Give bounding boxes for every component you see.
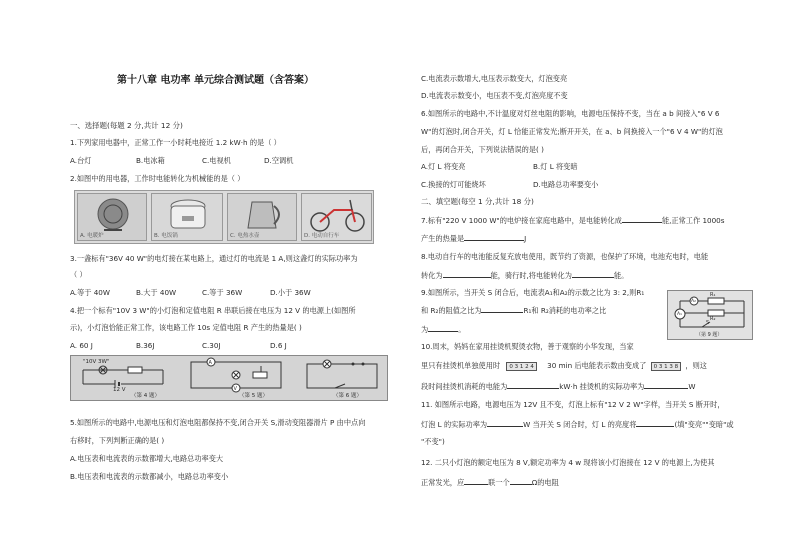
q4-option-b: B.36J: [136, 341, 155, 350]
q9-line3a: 为: [421, 325, 429, 334]
q6-line1: 6.如图所示的电路中,不计温度对灯丝电阻的影响，电源电压保持不变，当在 a b 间接入"6 V 6: [421, 109, 720, 118]
q2-stem: 2.如图中的用电器，工作时电能转化为机械能的是（ ）: [70, 174, 245, 183]
q11-line2c: (填"变亮""变暗"或: [674, 420, 734, 429]
q6-option-c: C.换接的灯可能烧坏: [421, 180, 486, 189]
fig9-a2-label: A₂: [691, 299, 696, 304]
q9-blank-2[interactable]: [428, 324, 458, 332]
q8-line2: [421, 270, 628, 280]
heater-image: [77, 193, 147, 241]
q12-line2b: 联一个: [488, 478, 510, 487]
fig6-caption: （第 6 题）: [333, 393, 362, 399]
q3-line2: （ ）: [70, 270, 87, 279]
q1-option-b: B.电冰箱: [136, 156, 165, 165]
q3-option-a: A.等于 40W: [70, 288, 110, 297]
q8-line2c: 能。: [613, 271, 629, 280]
q9-line3b: 。: [458, 325, 466, 334]
q7-line1: [421, 215, 724, 225]
q3-option-c: C.等于 36W: [202, 288, 243, 297]
meter-reading-after: 0 3 1 3 8: [651, 362, 682, 371]
right-column: [405, 0, 783, 560]
q10-line3c: W: [688, 382, 696, 391]
ebike-image: [301, 193, 372, 241]
q11-line1: 11. 如图所示电路，电源电压为 12V 且不变，灯泡上标有"12 V 2 W"字样，当开关 S 断开时，: [421, 400, 725, 409]
q9-line3: [421, 324, 465, 334]
q6-line3: 后，再闭合开关，下列说法错误的是( ): [421, 145, 544, 154]
q8-blank-2[interactable]: [572, 270, 614, 278]
q1-option-a: A.台灯: [70, 156, 92, 165]
q10-line2c: ，则这: [685, 361, 707, 370]
q12-line1: 12. 二只小灯泡的额定电压为 8 V,额定功率为 4 w 现将该小灯泡接在 12 V 的电源上,为使其: [421, 458, 715, 467]
q10-line3b: kW·h 挂烫机的实际功率为: [559, 382, 645, 391]
q10-line2: [421, 361, 707, 371]
q4-option-c: C.30J: [202, 341, 221, 350]
q4-line2: 示)，小灯泡恰能正常工作，该电路工作 10s 定值电阻 R 产生的热量是( ): [70, 323, 302, 332]
q10-blank-2[interactable]: [644, 381, 688, 389]
q2-caption-b: B. 电饭锅: [154, 233, 178, 239]
q8-blank-1[interactable]: [443, 270, 491, 278]
q3-line1: 3.一盏标有"36V 40 W"的电灯接在某电路上，通过灯的电流是 1 A,则这盏灯的实际功率为: [70, 254, 358, 263]
svg-text:V: V: [233, 386, 237, 392]
q3-option-b: B.大于 40W: [136, 288, 177, 297]
circuit-figures: [70, 355, 388, 401]
fig9-caption: （第 9 题）: [696, 332, 723, 338]
q11-line2a: 灯泡 L 的实际功率为: [421, 420, 488, 429]
q5-option-c: C.电流表示数增大,电压表示数变大，灯泡变亮: [421, 74, 568, 83]
q7-line1b: 能,正常工作 1000s: [661, 216, 725, 225]
q2-caption-d: D. 电动自行车: [304, 233, 340, 239]
q4-line1: 4.把一个标有"10V 3 W"的小灯泡和定值电阻 R 串联后接在电压为 12 V 的电源上(如图所: [70, 306, 356, 315]
q1-option-d: D.空调机: [264, 156, 294, 165]
q4-option-a: A. 60 J: [70, 341, 93, 350]
fig5-circuit: [181, 356, 291, 400]
fig4-caption: （第 4 题）: [131, 393, 160, 399]
q9-line2a: 和 R₂的阻值之比为: [421, 306, 482, 315]
q12-line2: [421, 477, 559, 487]
q1-stem: 1.下列家用电器中，正常工作一小时耗电接近 1.2 kW·h 的是（ ）: [70, 138, 281, 147]
q7-blank-2[interactable]: [464, 233, 527, 243]
q7-line2a: 产生的热量是: [421, 234, 465, 243]
q4-option-d: D.6 J: [270, 341, 287, 350]
q6-line2: W"的灯泡时,闭合开关，灯 L 恰能正常发光;断开开关，在 a、b 间换接入一个"6 V 4 W"的灯泡: [421, 127, 723, 136]
q10-line2a: 里只有挂烫机单独使用时: [421, 361, 501, 370]
fig5-caption: （第 5 题）: [239, 393, 268, 399]
q10-blank-1[interactable]: [507, 381, 559, 389]
q10-line3a: 段时间挂烫机消耗的电能为: [421, 382, 508, 391]
svg-text:A: A: [208, 360, 212, 366]
q12-line2c: Ω的电阻: [531, 478, 559, 487]
q5-option-a: A.电压表和电流表的示数都增大,电路总功率变大: [70, 454, 224, 463]
q9-line2b: R₁和 R₂消耗的电功率之比: [523, 306, 607, 315]
fig9-circuit-box: [667, 290, 753, 340]
q7-line2b: J: [524, 234, 527, 243]
q10-line1: 10.周末，妈妈在家用挂烫机熨烫衣物，善于观察的小华发现，当家: [421, 342, 634, 351]
q5-line2: 右移时，下列判断正确的是( ): [70, 436, 165, 445]
q9-blank-1[interactable]: [481, 305, 523, 313]
q10-line2b: 30 min 后电能表示数由变成了: [547, 361, 647, 370]
q11-line3: "不变"): [421, 437, 445, 446]
section2-heading: 二、填空题(每空 1 分,共计 18 分): [421, 197, 534, 206]
q10-line3: [421, 381, 695, 391]
q9-line1: 9.如图所示，当开关 S 闭合后，电流表A₁和A₂的示数之比为 3: 2,则R₁: [421, 288, 645, 297]
section1-heading: 一、选择题(每题 2 分,共计 12 分): [70, 121, 183, 130]
q11-line2b: W 当开关 S 闭合时，灯 L 的亮度将: [523, 420, 637, 429]
q12-blank-2[interactable]: [510, 477, 532, 485]
q8-line1: 8.电动自行车的电池能反复充放电使用，既节约了资源，也保护了环境，电池充电时，电能: [421, 252, 709, 261]
q8-line2a: 转化为: [421, 271, 443, 280]
q5-option-b: B.电压表和电流表的示数都减小，电路总功率变小: [70, 472, 229, 481]
q11-blank-2[interactable]: [636, 419, 674, 427]
q7-line1a: 7.标有"220 V 1000 W"的电炉接在家庭电路中，是电能转化成: [421, 216, 622, 225]
page-title: 第十八章 电功率 单元综合测试题（含答案）: [117, 75, 314, 86]
q7-blank-1[interactable]: [622, 215, 662, 223]
q12-line2a: 正常发光，应: [421, 478, 465, 487]
q8-line2b: 能，骑行时,将电能转化为: [490, 271, 572, 280]
q1-option-c: C.电视机: [202, 156, 231, 165]
fig9-r1-label: R₁: [710, 292, 716, 298]
fig9-switch-label: S: [706, 320, 710, 326]
fig9-r2-label: R₂: [710, 316, 716, 322]
q12-blank-1[interactable]: [464, 477, 488, 485]
fig4-voltage-label: 12 V: [113, 387, 126, 393]
q6-option-d: D.电路总功率要变小: [533, 180, 599, 189]
q2-caption-a: A. 电暖炉: [80, 233, 104, 239]
q3-option-d: D.小于 36W: [270, 288, 311, 297]
q5-line1: 5.如图所示的电路中,电源电压和灯泡电阻都保持不变,闭合开关 S,滑动变阻器滑片 P 由中点向: [70, 418, 366, 427]
rice-cooker-image: [151, 193, 223, 241]
q6-option-a: A.灯 L 将变亮: [421, 162, 466, 171]
q2-caption-c: C. 电热水壶: [230, 233, 260, 239]
left-column: [62, 0, 392, 560]
fig9-a1-label: A₁: [677, 312, 682, 317]
q2-appliance-figure: [74, 190, 374, 244]
q5-option-d: D.电流表示数变小，电压表不变,灯泡亮度不变: [421, 91, 568, 100]
q9-line2: [421, 305, 606, 315]
q6-option-b: B.灯 L 将变暗: [533, 162, 578, 171]
q11-line2: [421, 419, 734, 429]
q7-line2: [421, 233, 526, 243]
q11-blank-1[interactable]: [487, 419, 523, 427]
fig4-lamp-label: "10V 3W": [83, 359, 110, 365]
kettle-image: [227, 193, 297, 241]
meter-reading-before: 0 3 1 2 4: [506, 362, 537, 371]
